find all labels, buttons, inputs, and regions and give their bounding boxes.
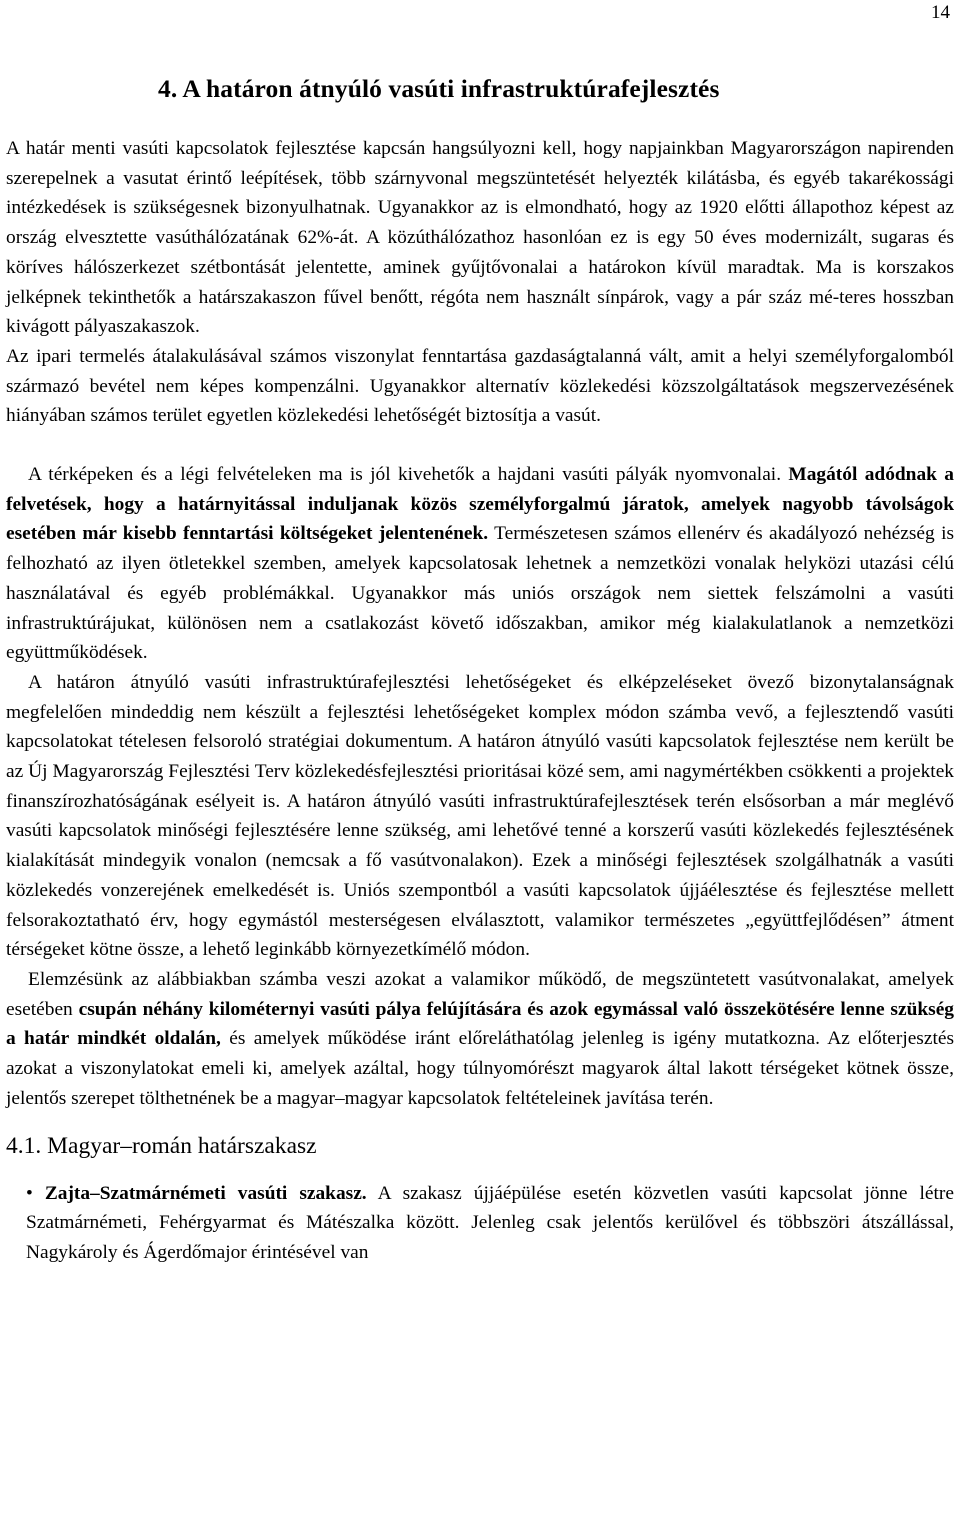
- paragraph-5: [6, 965, 954, 1114]
- list-item-body: [26, 1179, 954, 1268]
- paragraph-3-text-a: A térképeken és a légi felvételeken ma is jól kivehetők a hajdani vasúti pályák nyomvonalai.: [28, 464, 789, 486]
- paragraph-4: A határon átnyúló vasúti infrastruktúrafejlesztési lehetőségeket és elképzeléseket övező bizonytalanságnak megfelelően mindeddig nem készült a fejlesztési lehetőségeket komplex módon számba vevő, a fejlesztendő vasúti kapcsolatokat tételesen felsoroló stratégiai dokumentum. A határon átnyúló vasúti kapcsolatok fejlesztése nem került be az Új Magyarország Fejlesztési Terv közlekedésfejlesztési prioritásai közé sem, ami nagymértékben csökkenti a projektek finanszírozhatóságának esélyeit is. A határon átnyúló vasúti infrastruktúrafejlesztések terén elsősorban a már meglévő vasúti kapcsolatok minőségi fejlesztésére lenne szükség, ami lehetővé tenné a korszerű vasúti közlekedés fejlesztésének kialakítását mindegyik vonalon (nemcsak a fő vasútvonalakon). Ezek a minőségi fejlesztések szolgálhatnák a vasúti közlekedés vonzerejének emelkedését is. Uniós szempontból a vasúti kapcsolatok újjáélesztése és fejlesztése mellett felsorakoztatható érv, hogy egymástól mesterségesen elválasztott, valamikor természetes „együttfejlődésen” átment térségeket kötne össze, a lehető leginkább környezetkímélő módon.: [6, 671, 954, 961]
- page-number: 14: [931, 2, 950, 23]
- list-item-text: A szakasz újjáépülése esetén közvetlen vasúti kapcsolat jönne létre Szatmárnémeti, Fehérgyarmat és Mátészalka között. Jelenleg csak jelentős kerülővel és többszöri átszállással, Nagykároly és Ágerdőmajor érintésével van: [26, 1182, 954, 1263]
- paragraph-2: Az ipari termelés átalakulásával számos viszonylat fenntartása gazdaságtalanná vált, amit a helyi személyforgalomból származó bevétel nem képes kompenzálni. Ugyanakkor alternatív közlekedési közszolgáltatások megszervezésének hiányában számos terület egyetlen közlekedési lehetőségét biztosítja a vasút.: [6, 345, 954, 427]
- bullet-list: [6, 1179, 954, 1268]
- paragraph-1: A határ menti vasúti kapcsolatok fejlesztése kapcsán hangsúlyozni kell, hogy napjainkban Magyarországon napirenden szerepelnek a vasutat érintő leépítések, több szárnyvonal megszüntetését helyezték kilátásba, és egyéb takarékossági intézkedések is szükségesnek bizonyulhatnak. Ugyanakkor az is elmondható, hogy az 1920 előtti állapothoz képest az ország elvesztette vasúthálózatának 62%-át. A közúthálózathoz hasonlóan ez is egy 50 éves modernizált, sugaras és köríves hálószerkezet szétbontását jelentette, aminek gyűjtővonalai a határokon kívül maradtak. Ma is korszakos jelképnek tekinthetők a határszakaszon fűvel benőtt, régóta nem használt sínpárok, vagy a pár száz mé-teres hosszban kivágott pályaszakaszok.: [6, 138, 954, 338]
- paragraph-3: [6, 460, 954, 668]
- paragraph-5-text-b: és amelyek működése iránt előreláthatólag jelenleg is igény mutatkozna. Az előterjesztés azokat a viszonylatokat emeli ki, amelyek azáltal, hogy túlnyomórészt magyarok által lakott térségeket kötnek össze, jelentős szerepet tölthetnének be a magyar–magyar kapcsolatok feltételeinek javítása terén.: [6, 1028, 955, 1109]
- list-item-heading: Zajta–Szatmárnémeti vasúti szakasz.: [44, 1182, 367, 1204]
- paragraph-3-emphasis: Magától adódnak a felvetések, hogy a határnyitással induljanak közös személyforgalmú járatok, amelyek nagyobb távolságok esetében már kisebb fenntartási költségeket jelentenének.: [6, 464, 955, 545]
- paragraph-gap: [6, 431, 954, 460]
- section-title: 4.1. Magyar–román határszakasz: [6, 1132, 317, 1159]
- paragraph-3-text-b: Természetesen számos ellenérv és akadályozó nehézség is felhozható az ilyen ötletekkel szemben, amelyek kapcsolatosak lehetnek a nemzetközi vonalak helyközi utazási célú használatával és egyéb problémákkal. Ugyanakkor más uniós országok nem siettek felszámolni a vasúti infrastruktúrájukat, különösen nem a csatlakozást követő időszakban, amikor még kialakulatlanok a nemzetközi együttműködések.: [6, 523, 954, 664]
- paragraph-5-text-a: Elemzésünk az alábbiakban számba veszi azokat a valamikor működő, de megszüntetett vasútvonalakat, amelyek esetében: [6, 968, 954, 1020]
- paragraph-5-emphasis: csupán néhány kilométernyi vasúti pálya felújítására és azok egymással való összekötésére lenne szükség a határ mindkét oldalán,: [6, 998, 954, 1050]
- document-body: [6, 72, 954, 1268]
- list-item: [6, 1179, 954, 1268]
- bullet-marker: •: [26, 1182, 33, 1204]
- chapter-title: 4. A határon átnyúló vasúti infrastruktúrafejlesztés: [158, 74, 720, 103]
